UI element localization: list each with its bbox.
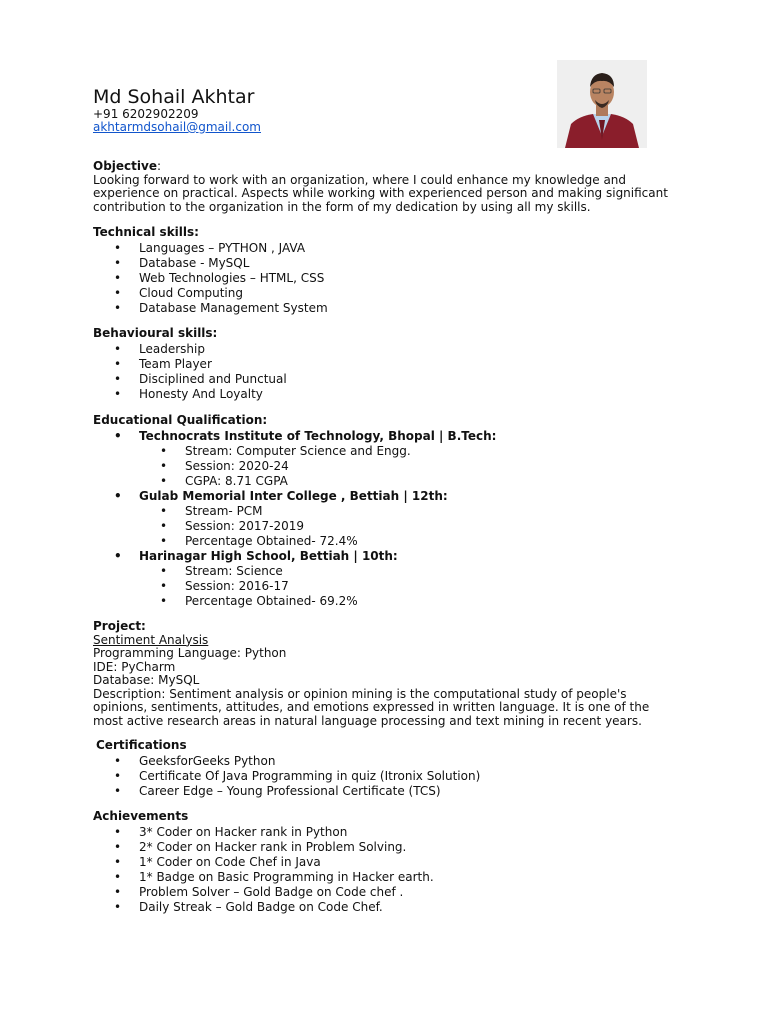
list-item: • Web Technologies – HTML, CSS <box>93 271 683 286</box>
objective-heading: Objective <box>93 159 157 173</box>
phone-number: +91 6202902209 <box>93 107 199 121</box>
project-heading: Project: <box>93 619 146 633</box>
list-item: • Daily Streak – Gold Badge on Code Chef. <box>93 900 683 915</box>
objective-section <box>93 160 683 214</box>
project-description: Description: Sentiment analysis or opinion mining is the computational study of people's opinions, sentiments, attitudes, and emotions expressed in written language. It is one of the most active research areas in natural language processing and text mining in recent years. <box>93 686 650 728</box>
education-detail: • Percentage Obtained- 69.2% <box>93 594 683 609</box>
list-item: • 3* Coder on Hacker rank in Python <box>93 825 683 840</box>
project-language: Programming Language: Python <box>93 646 287 660</box>
list-item: • 1* Coder on Code Chef in Java <box>93 855 683 870</box>
list-item: • Languages – PYTHON , JAVA <box>93 241 683 256</box>
profile-photo <box>557 60 647 148</box>
list-item: • Database - MySQL <box>93 256 683 271</box>
education-detail: • Session: 2017-2019 <box>93 519 683 534</box>
list-item: • Database Management System <box>93 301 683 316</box>
behavioural-skills-section <box>93 327 683 402</box>
education-detail: • CGPA: 8.71 CGPA <box>93 474 683 489</box>
list-item: • Problem Solver – Gold Badge on Code chef . <box>93 885 683 900</box>
objective-colon: : <box>156 159 162 173</box>
list-item: • Cloud Computing <box>93 286 683 301</box>
list-item: • Honesty And Loyalty <box>93 387 683 402</box>
candidate-name: Md Sohail Akhtar <box>93 86 255 108</box>
education-entry-title: • Technocrats Institute of Technology, Bhopal | B.Tech: <box>93 429 683 444</box>
list-item: • Career Edge – Young Professional Certificate (TCS) <box>93 784 683 799</box>
education-heading: Educational Qualification: <box>93 413 268 427</box>
education-entry-title: • Gulab Memorial Inter College , Bettiah | 12th: <box>93 489 683 504</box>
list-item: • Leadership <box>93 342 683 357</box>
education-detail: • Session: 2020-24 <box>93 459 683 474</box>
project-database: Database: MySQL <box>93 673 200 687</box>
achievements-section <box>93 810 683 915</box>
email-link[interactable]: akhtarmdsohail@gmail.com <box>93 120 261 134</box>
education-detail: • Session: 2016-17 <box>93 579 683 594</box>
achievements-heading: Achievements <box>93 809 189 823</box>
education-section <box>93 414 683 609</box>
education-detail: • Stream: Science <box>93 564 683 579</box>
project-ide: IDE: PyCharm <box>93 659 176 674</box>
objective-text: Looking forward to work with an organization, where I could enhance my knowledge and experience on practical. Aspects while working with experienced person and making significant contribution to the organization in the form of my dedication by using all my skills. <box>93 172 668 214</box>
project-name: Sentiment Analysis <box>93 632 209 647</box>
project-section <box>93 620 683 728</box>
behavioural-skills-heading: Behavioural skills: <box>93 326 218 340</box>
list-item: • Certificate Of Java Programming in quiz (Itronix Solution) <box>93 769 683 784</box>
list-item: • Disciplined and Punctual <box>93 372 683 387</box>
certifications-heading: Certifications <box>96 738 187 752</box>
technical-skills-heading: Technical skills: <box>93 225 199 239</box>
list-item: • 1* Badge on Basic Programming in Hacker earth. <box>93 870 683 885</box>
education-detail: • Percentage Obtained- 72.4% <box>93 534 683 549</box>
certifications-section <box>93 739 683 799</box>
education-detail: • Stream- PCM <box>93 504 683 519</box>
list-item: • Team Player <box>93 357 683 372</box>
education-detail: • Stream: Computer Science and Engg. <box>93 444 683 459</box>
list-item: • GeeksforGeeks Python <box>93 754 683 769</box>
list-item: • 2* Coder on Hacker rank in Problem Solving. <box>93 840 683 855</box>
technical-skills-section <box>93 226 683 316</box>
education-entry-title: • Harinagar High School, Bettiah | 10th: <box>93 549 683 564</box>
